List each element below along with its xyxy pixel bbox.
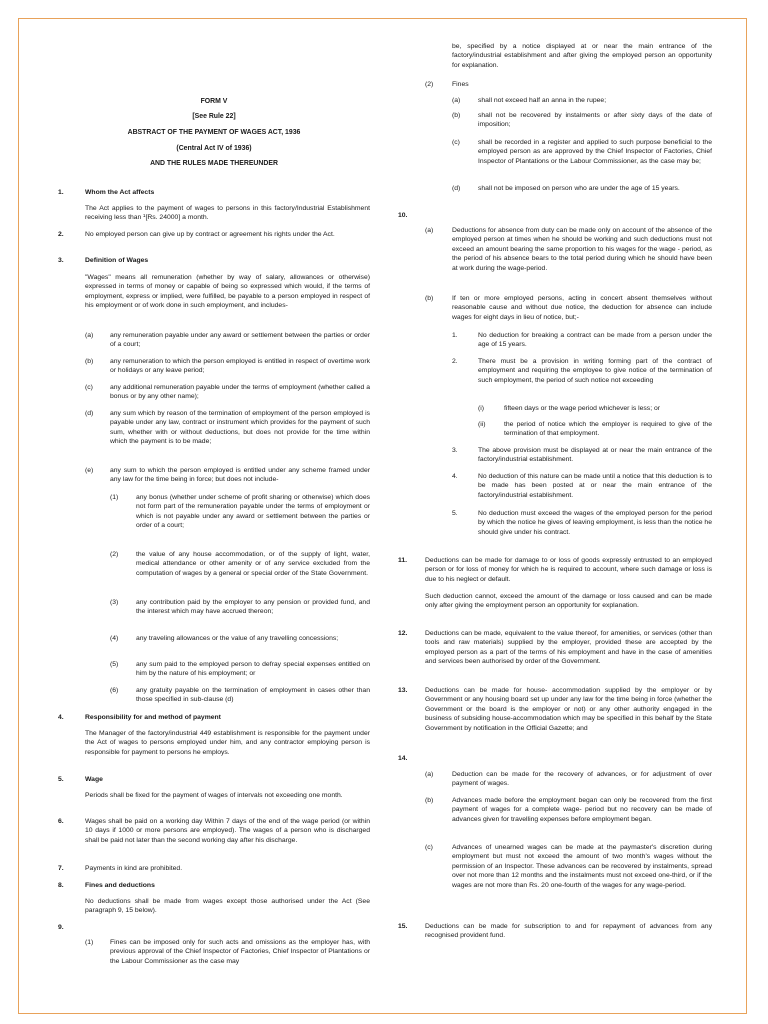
clause-label: (c) xyxy=(452,139,460,146)
section-8-body: No deductions shall be made from wages except those authorised under the Act (See paragraph 9, 15 below). xyxy=(85,898,370,915)
clause-text: any remuneration payable under any award or settlement between the parties or order of a court; xyxy=(110,332,370,349)
section-13-body: Deductions can be made for house- accommodation supplied by the employer or by Government or any housing board set up under any law for the time being in force (whether the Government or the board is the employer or not) or any other authority engaged in the business of subsiding house-accommodation which may be specified in this behalf by the State Government by notification in the Official Gazette; and xyxy=(425,687,712,732)
section-number: 6. xyxy=(58,818,64,825)
section-15-body: Deductions can be made for subscription to and for repayment of advances from any recognised provident fund. xyxy=(425,923,712,940)
section-number: 4. xyxy=(58,714,64,721)
subcondition-text: the period of notice which the employer is required to give of the termination of that employment. xyxy=(504,421,712,438)
section-1-body: The Act applies to the payment of wages to persons in this factory/Industrial Establishment receiving less than ¹[Rs. 24000] a month. xyxy=(85,205,370,222)
section-7-body: Payments in kind are prohibited. xyxy=(85,865,183,872)
section-11-body: Deductions can be made for damage to or loss of goods expressly entrusted to an employed person or for loss of money for which he is required to account, where such damage or loss is due to his neglect or default. xyxy=(425,557,712,583)
subclause-text: any sum paid to the employed person to defray special expenses entitled on him by the nature of his employment; or xyxy=(136,661,370,678)
section-number: 8. xyxy=(58,882,64,889)
clause-text: Fines xyxy=(452,81,469,88)
section-number: 5. xyxy=(58,776,64,783)
section-3-body: "Wages" means all remuneration (whether by way of salary, allowances or otherwise) expressed in terms of money or capable of being so expressed which would, if the terms of employment, express or implied, were fulfilled, be payable to a person employed in respect of his employment or of work done in such employment, and includes- xyxy=(85,274,370,310)
subcondition-text: fifteen days or the wage period whichever is less; or xyxy=(504,405,661,412)
clause-text: shall not exceed half an anna in the rupee; xyxy=(478,97,607,104)
subclause-label: (5) xyxy=(110,661,119,668)
subclause-text: any gratuity payable on the termination of employment in cases other than those specified in sub-clause (d) xyxy=(136,687,370,704)
clause-text: Advances of unearned wages can be made at the paymaster's discretion during employment but must not exceed the amount of two month's wages without the permission of an Inspector. These advances can be recovered by instalments, spread over not more than 12 months and the instalments must not exceed one-third, or if the wages are not more than Rs. 20 one-fourth of the wages for any wage-period. xyxy=(452,844,712,889)
section-number: 13. xyxy=(398,687,408,694)
section-number: 11. xyxy=(398,557,408,564)
section-4-body: The Manager of the factory/industrial 449 establishment is responsible for the payment under the Act of wages to persons employed under him, and any contractor employing person is responsible for payment to persons he employs. xyxy=(85,730,370,756)
condition-label: 1. xyxy=(452,332,458,339)
section-12-body: Deductions can be made, equivalent to the value thereof, for amenities, or services (other than tools and raw materials) supplied by the employer, provided these are accepted by the employed person as a part of the terms of his employment and have in the case of amenities and services been authorised by order of the Government. xyxy=(425,630,712,666)
subclause-label: (2) xyxy=(110,551,119,558)
condition-label: 3. xyxy=(452,447,458,454)
central-act: (Central Act IV of 1936) xyxy=(176,145,252,152)
document-title: ABSTRACT OF THE PAYMENT OF WAGES ACT, 1936 xyxy=(127,129,301,136)
condition-label: 5. xyxy=(452,510,458,517)
subcondition-label: (ii) xyxy=(478,421,486,428)
condition-text: There must be a provision in writing forming part of the contract of employment and requiring the employee to give notice of the termination of such employment, the period of such notice not exceeding xyxy=(478,358,712,384)
section-number: 10. xyxy=(398,212,408,219)
condition-text: No deduction for breaking a contract can be made from a person under the age of 15 years. xyxy=(478,332,712,349)
subclause-label: (1) xyxy=(110,494,119,501)
subclause-label: (4) xyxy=(110,635,119,642)
rule-reference: [See Rule 22] xyxy=(192,113,236,120)
clause-label: (b) xyxy=(452,112,461,119)
clause-text: Deductions for absence from duty can be made only on account of the absence of the employed person at times when he should be working and such deductions must not exceed an amount bearing the same proportion to his wages for the wage - period, as the period of his absence bears to the total period during which he should have been at work during the wage-period. xyxy=(452,227,712,272)
subclause-text: the value of any house accommodation, or of the supply of light, water, medical attendance or other amenity or of any service excluded from the computation of wages by a general or special order of the State Government. xyxy=(136,551,370,577)
form-title: FORM V xyxy=(200,98,228,105)
subclause-label: (3) xyxy=(110,599,119,606)
section-6-body: Wages shall be paid on a working day Within 7 days of the end of the wage period (or within 10 days if 1000 or more persons are employed). The wages of a person who is discharged shall be paid not later than the second working day after his discharge. xyxy=(85,818,370,844)
clause-text: any remuneration to which the person employed is entitled in respect of overtime work or holidays or any leave period; xyxy=(110,358,370,375)
section-heading: Responsibility for and method of payment xyxy=(85,714,221,721)
subcondition-label: (i) xyxy=(478,405,485,412)
clause-text: any sum to which the person employed is entitled under any scheme framed under any law for the time being in force; but does not include- xyxy=(110,467,370,484)
clause-text: Fines can be imposed only for such acts and omissions as the employer has, with previous approval of the Chief Inspector of Factories, Chief Inspector of Plantations or the Labour Commissioner as the case may xyxy=(110,939,370,965)
clause-label: (b) xyxy=(425,295,434,302)
clause-text: Advances made before the employment began can only be recovered from the first payment of wages for a complete wage- period but no recovery can be made of advances given for travelling expenses before employment began. xyxy=(452,797,712,823)
clause-label: (a) xyxy=(452,97,461,104)
clause-label: (d) xyxy=(452,185,461,192)
subclause-text: any bonus (whether under scheme of profit sharing or otherwise) which does not form part of the remuneration payable under the terms of employment or which is not payable under any award or settlement between the parties or order of a court; xyxy=(136,494,370,530)
section-heading: Fines and deductions xyxy=(85,882,155,889)
clause-label: (a) xyxy=(85,332,94,339)
section-5-body: Periods shall be fixed for the payment of wages of intervals not exceeding one month. xyxy=(85,792,343,799)
clause-text: shall not be recovered by instalments or after sixty days of the date of imposition; xyxy=(478,112,712,129)
section-number: 12. xyxy=(398,630,408,637)
clause-text: shall be recorded in a register and applied to such purpose beneficial to the employed person as are approved by the Chief Inspector of Factories, Chief Inspector of Plantations or the Labour Commissioner, as the case may be; xyxy=(478,139,712,165)
subclause-text: any contribution paid by the employer to any pension or provided fund, and the interest which may have accrued thereon; xyxy=(136,599,370,616)
section-heading: Whom the Act affects xyxy=(85,189,155,196)
clause-text: If ten or more employed persons, acting in concert absent themselves without reasonable cause and without due notice, the deduction for absence can include wages for eight days in lieu of notice, but;- xyxy=(452,295,712,321)
clause-text: Deduction can be made for the recovery of advances, or for adjustment of over payment of wages. xyxy=(452,771,712,788)
section-number: 9. xyxy=(58,924,64,931)
clause-label: (e) xyxy=(85,467,94,474)
clause-label: (d) xyxy=(85,410,94,417)
clause-label: (b) xyxy=(85,358,94,365)
section-number: 3. xyxy=(58,257,64,264)
clause-label: (a) xyxy=(425,227,434,234)
clause-text: any additional remuneration payable under the terms of employment (whether called a bonus or by any other name); xyxy=(110,384,370,401)
subclause-text: any traveling allowances or the value of any travelling concessions; xyxy=(136,635,339,642)
section-number: 14. xyxy=(398,755,408,762)
clause-text: any sum which by reason of the termination of employment of the person employed is payable under any law, contract or instrument which provides for the payment of such sum, whether with or without deductions, but does not provide for the time within which the payment is to be made; xyxy=(110,410,370,446)
section-11-body-2: Such deduction cannot, exceed the amount of the damage or loss caused and can be made only after giving the employment person an opportunity for explanation. xyxy=(425,593,712,610)
section-heading: Definition of Wages xyxy=(85,257,149,264)
clause-label: (1) xyxy=(85,939,94,946)
condition-text: The above provision must be displayed at or near the main entrance of the factory/industrial establishment. xyxy=(478,447,712,464)
condition-label: 4. xyxy=(452,473,458,480)
subclause-label: (6) xyxy=(110,687,119,694)
clause-label: (c) xyxy=(425,844,433,851)
section-number: 7. xyxy=(58,865,64,872)
section-2-body: No employed person can give up by contract or agreement his rights under the Act. xyxy=(85,231,335,238)
section-number: 2. xyxy=(58,231,64,238)
rules-heading: AND THE RULES MADE THEREUNDER xyxy=(150,160,278,167)
clause-label: (2) xyxy=(425,81,434,88)
clause-label: (b) xyxy=(425,797,434,804)
clause-text: shall not be imposed on person who are under the age of 15 years. xyxy=(478,185,680,192)
section-heading: Wage xyxy=(85,776,103,783)
continued-text: be, specified by a notice displayed at or near the main entrance of the factory/industrial establishment and after giving the employed person an opportunity for explanation. xyxy=(452,43,712,69)
condition-text: No deduction of this nature can be made until a notice that this deduction is to be made has been posted at or near the main entrance of the factory/industrial establishment. xyxy=(478,473,712,499)
condition-label: 2. xyxy=(452,358,458,365)
clause-label: (a) xyxy=(425,771,434,778)
condition-text: No deduction must exceed the wages of the employed person for the period by which the notice he gives of leaving employment, is less than the notice he should give under his contract. xyxy=(478,510,712,536)
clause-label: (c) xyxy=(85,384,93,391)
section-number: 15. xyxy=(398,923,408,930)
section-number: 1. xyxy=(58,189,64,196)
